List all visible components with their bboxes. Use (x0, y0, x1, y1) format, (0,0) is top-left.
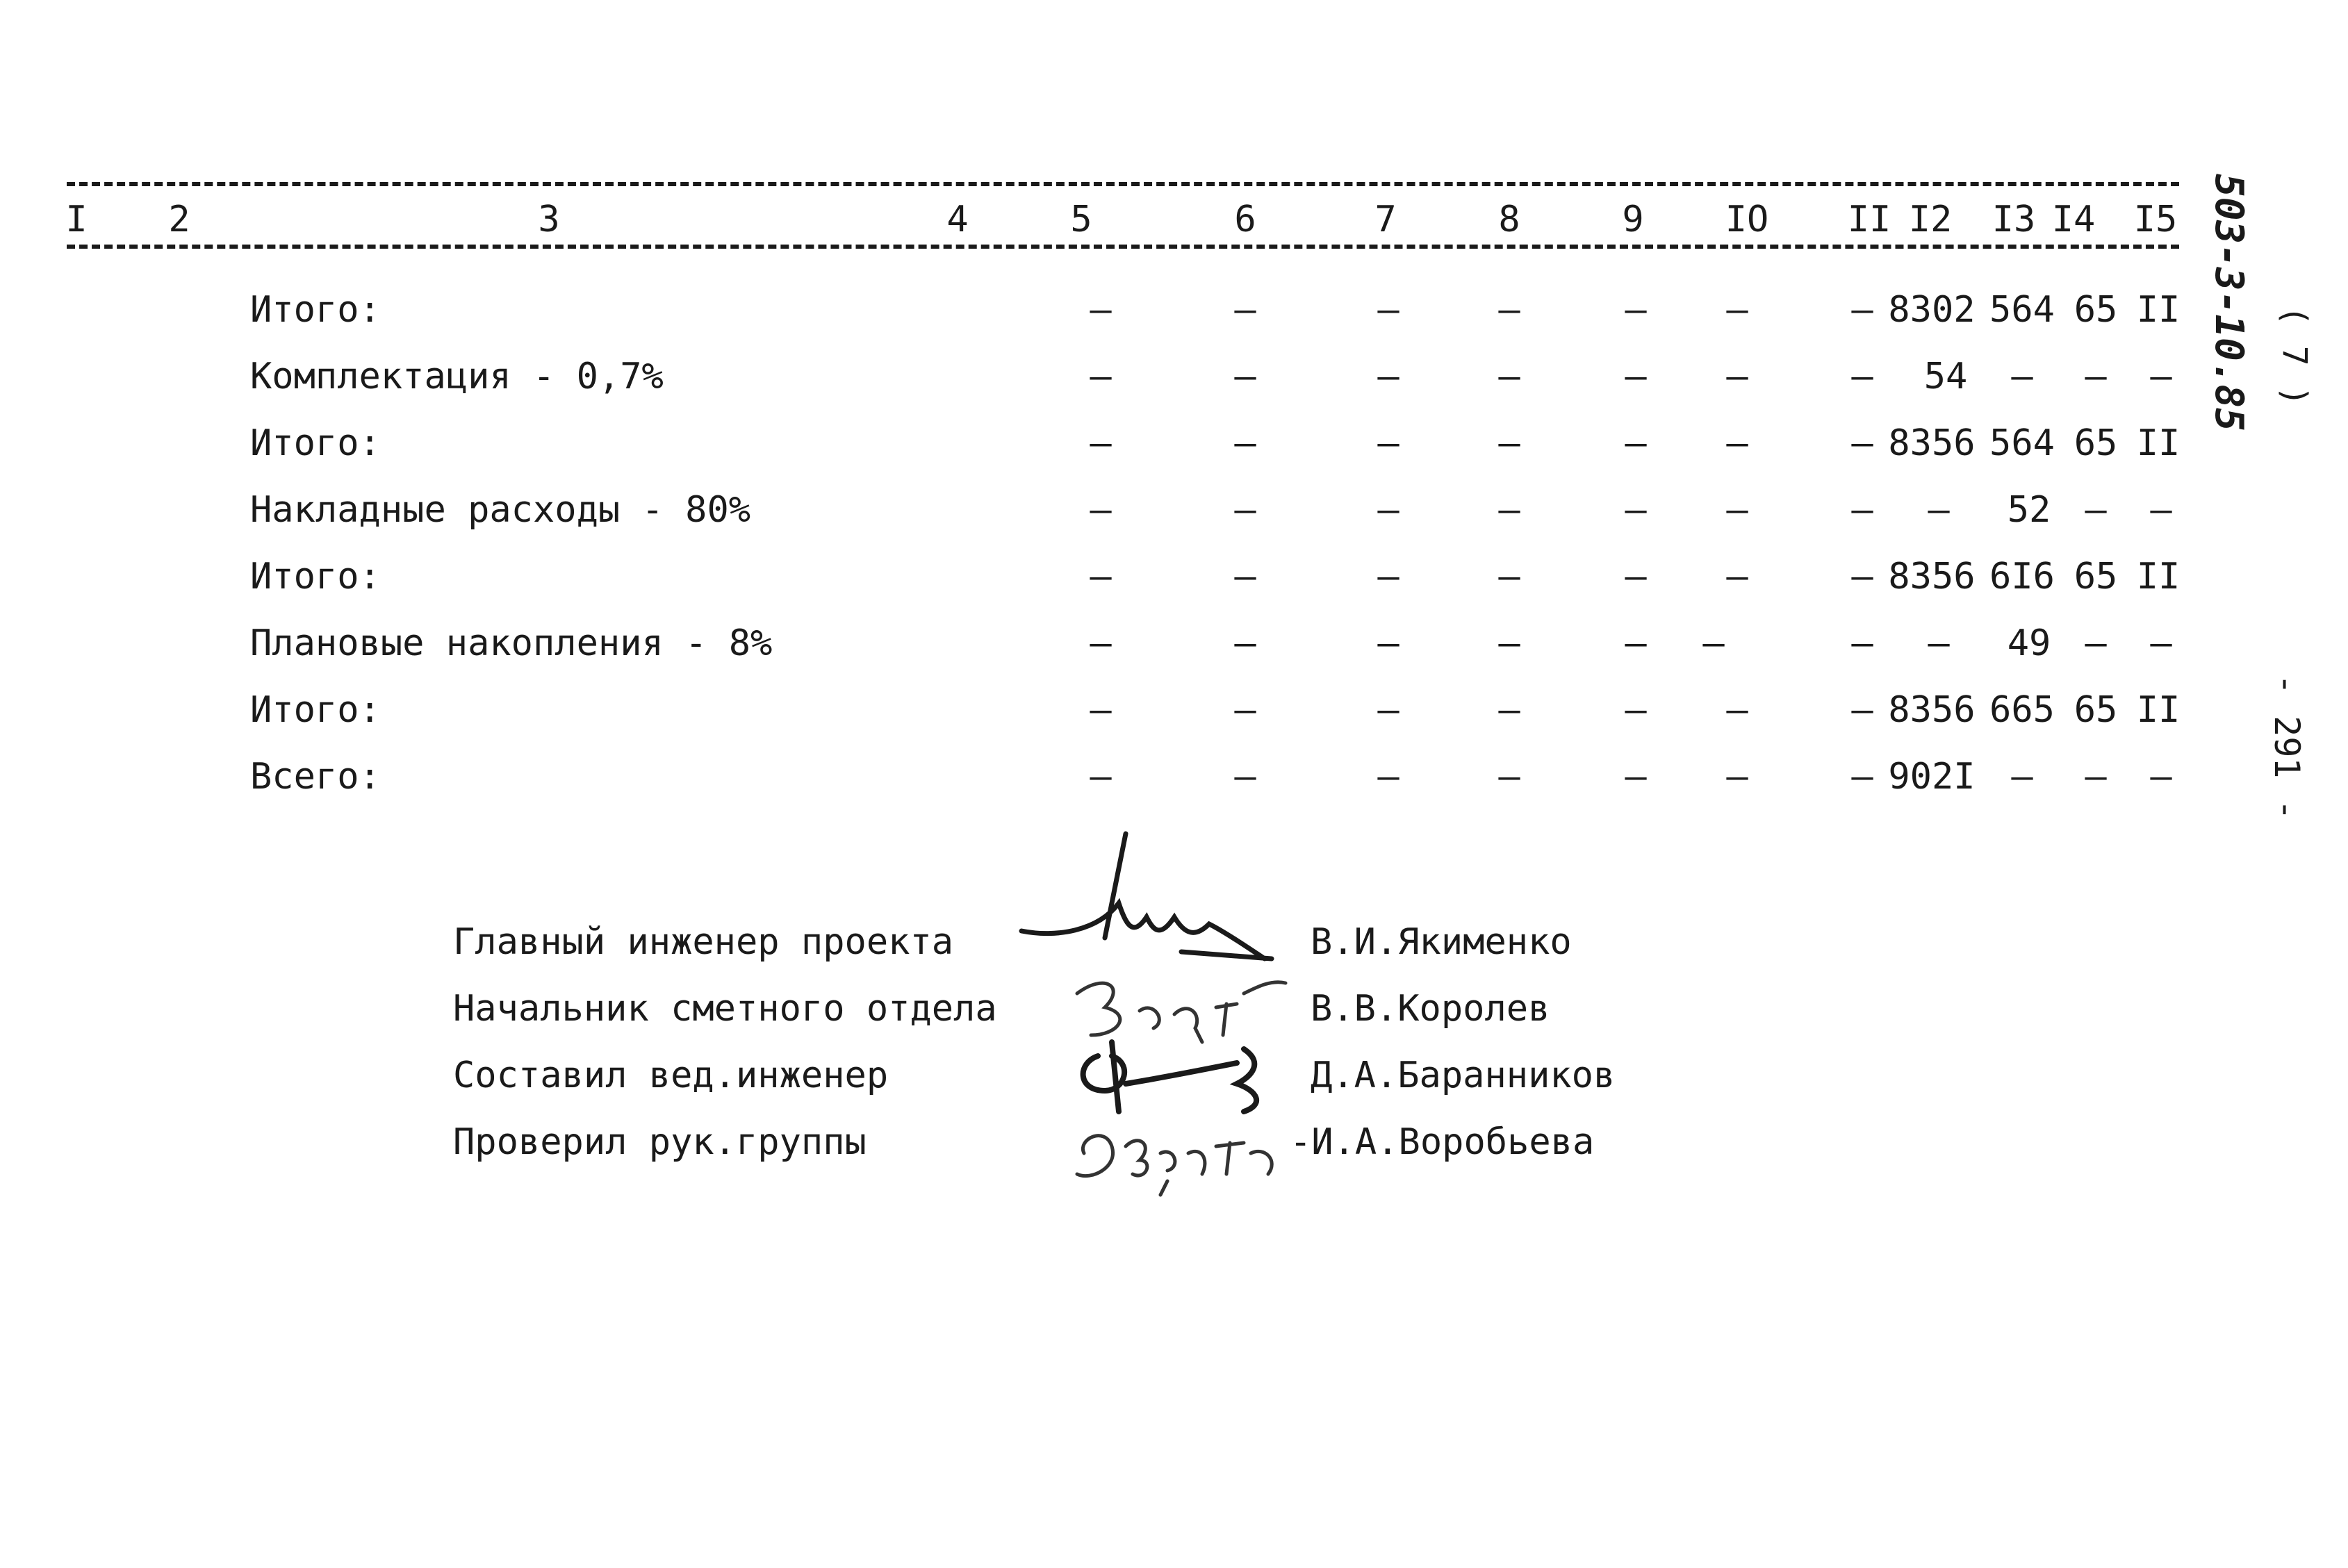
row-label: Всего: (250, 756, 381, 798)
signer-position: Начальник сметного отдела (453, 988, 997, 1030)
cell: – (1090, 289, 1112, 331)
cell: – (1234, 356, 1256, 397)
cell: – (1090, 622, 1112, 664)
cell: – (1851, 556, 1873, 597)
row-label: Накладные расходы - 80% (250, 489, 751, 531)
cell: – (1625, 622, 1647, 664)
cell: – (1851, 689, 1873, 731)
signer-position: Проверил рук.группы (453, 1121, 867, 1163)
col-header-3: 3 (538, 199, 560, 240)
col-header-8: 8 (1498, 199, 1520, 240)
cell: – (1377, 289, 1399, 331)
cell: – (1726, 289, 1748, 331)
cell: – (1726, 689, 1748, 731)
cell: – (2085, 756, 2107, 798)
col-header-5: 5 (1070, 199, 1092, 240)
cell: – (1234, 622, 1256, 664)
cell: 65 (2074, 422, 2118, 464)
cell: – (1498, 556, 1520, 597)
cell: – (1377, 422, 1399, 464)
col-header-1: I (65, 199, 88, 240)
cell: 49 (2007, 622, 2051, 664)
cell: – (1928, 489, 1950, 531)
cell: – (1851, 422, 1873, 464)
header-bottom-rule (67, 245, 2179, 249)
cell: – (1625, 689, 1647, 731)
cell: – (1498, 756, 1520, 798)
cell: – (1851, 622, 1873, 664)
cell: – (2085, 622, 2107, 664)
cell: – (1090, 422, 1112, 464)
signature-3-image (1070, 1035, 1279, 1119)
cell: – (1090, 356, 1112, 397)
cell: 54 (1923, 356, 1968, 397)
sheet-mark: ( 7 ) (2275, 306, 2314, 406)
cell: – (1377, 689, 1399, 731)
row-label: Комплектация - 0,7% (250, 356, 664, 397)
row-label: Итого: (250, 422, 381, 464)
cell: – (1851, 289, 1873, 331)
cell: 65 (2074, 556, 2118, 597)
cell: – (1377, 622, 1399, 664)
col-header-2: 2 (168, 199, 190, 240)
cell: 8356 (1888, 556, 1976, 597)
row-label: Итого: (250, 556, 381, 597)
cell: – (1377, 489, 1399, 531)
document-code: 503-3-10.85 (2206, 174, 2251, 431)
cell: 6I6 (1989, 556, 2055, 597)
col-header-7: 7 (1374, 199, 1397, 240)
cell: – (1625, 422, 1647, 464)
cell: – (1498, 422, 1520, 464)
cell: – (2150, 489, 2172, 531)
cell: – (1377, 556, 1399, 597)
cell: – (1090, 556, 1112, 597)
signer-position: Составил вед.инженер (453, 1055, 889, 1096)
signer-name: В.В.Королев (1311, 988, 1550, 1030)
cell: 8356 (1888, 689, 1976, 731)
cell: 8356 (1888, 422, 1976, 464)
cell: – (2011, 756, 2033, 798)
cell: – (1702, 622, 1725, 664)
cell: – (1625, 289, 1647, 331)
cell: – (1726, 556, 1748, 597)
signer-name: В.И.Якименко (1311, 921, 1572, 963)
cell: – (1090, 689, 1112, 731)
cell: – (2085, 356, 2107, 397)
cell: – (1234, 422, 1256, 464)
col-header-4: 4 (946, 199, 969, 240)
col-header-9: 9 (1622, 199, 1644, 240)
col-header-14: I4 (2051, 199, 2096, 240)
cell: – (1498, 622, 1520, 664)
signer-position: Главный инженер проекта (453, 921, 954, 963)
cell: 8302 (1888, 289, 1976, 331)
cell: – (1498, 489, 1520, 531)
col-header-6: 6 (1234, 199, 1256, 240)
signature-4-image (1063, 1112, 1292, 1202)
cell: II (2136, 689, 2181, 731)
cell: II (2136, 422, 2181, 464)
cell: – (1498, 356, 1520, 397)
cell: – (1377, 356, 1399, 397)
cell: 65 (2074, 289, 2118, 331)
cell: – (1234, 289, 1256, 331)
cell: – (2150, 356, 2172, 397)
header-top-rule (67, 182, 2179, 186)
cell: – (1625, 356, 1647, 397)
cell: – (1377, 756, 1399, 798)
signer-name: Д.А.Баранников (1311, 1055, 1616, 1096)
cell: – (1498, 689, 1520, 731)
cell: – (1234, 489, 1256, 531)
cell: – (1726, 422, 1748, 464)
col-header-11: II (1847, 199, 1891, 240)
cell: – (1234, 689, 1256, 731)
cell: II (2136, 289, 2181, 331)
cell: – (1234, 756, 1256, 798)
cell: 52 (2007, 489, 2051, 531)
signature-1-image (1015, 827, 1279, 987)
col-header-13: I3 (1992, 199, 2036, 240)
cell: – (1498, 289, 1520, 331)
cell: 564 (1989, 422, 2055, 464)
cell: – (2085, 489, 2107, 531)
cell: 665 (1989, 689, 2055, 731)
col-header-10: IO (1725, 199, 1769, 240)
col-header-15: I5 (2133, 199, 2178, 240)
cell: – (2150, 756, 2172, 798)
cell: – (1625, 556, 1647, 597)
cell: – (1090, 489, 1112, 531)
cell: – (1851, 756, 1873, 798)
cell: – (1851, 356, 1873, 397)
cell: – (1726, 356, 1748, 397)
row-label: Плановые накопления - 8% (250, 622, 773, 664)
cell: 65 (2074, 689, 2118, 731)
col-header-12: I2 (1908, 199, 1953, 240)
cell: – (1928, 622, 1950, 664)
cell: 564 (1989, 289, 2055, 331)
cell: – (1090, 756, 1112, 798)
cell: – (1851, 489, 1873, 531)
cell: – (1726, 756, 1748, 798)
cell: – (2150, 622, 2172, 664)
page-number: - 291 - (2267, 674, 2307, 820)
cell: – (1234, 556, 1256, 597)
cell: – (1726, 489, 1748, 531)
cell: – (1625, 489, 1647, 531)
signer-name: -И.А.Воробьева (1290, 1121, 1595, 1163)
row-label: Итого: (250, 289, 381, 331)
cell: – (1625, 756, 1647, 798)
cell: – (2011, 356, 2033, 397)
cell: 902I (1888, 756, 1976, 798)
cell: II (2136, 556, 2181, 597)
row-label: Итого: (250, 689, 381, 731)
